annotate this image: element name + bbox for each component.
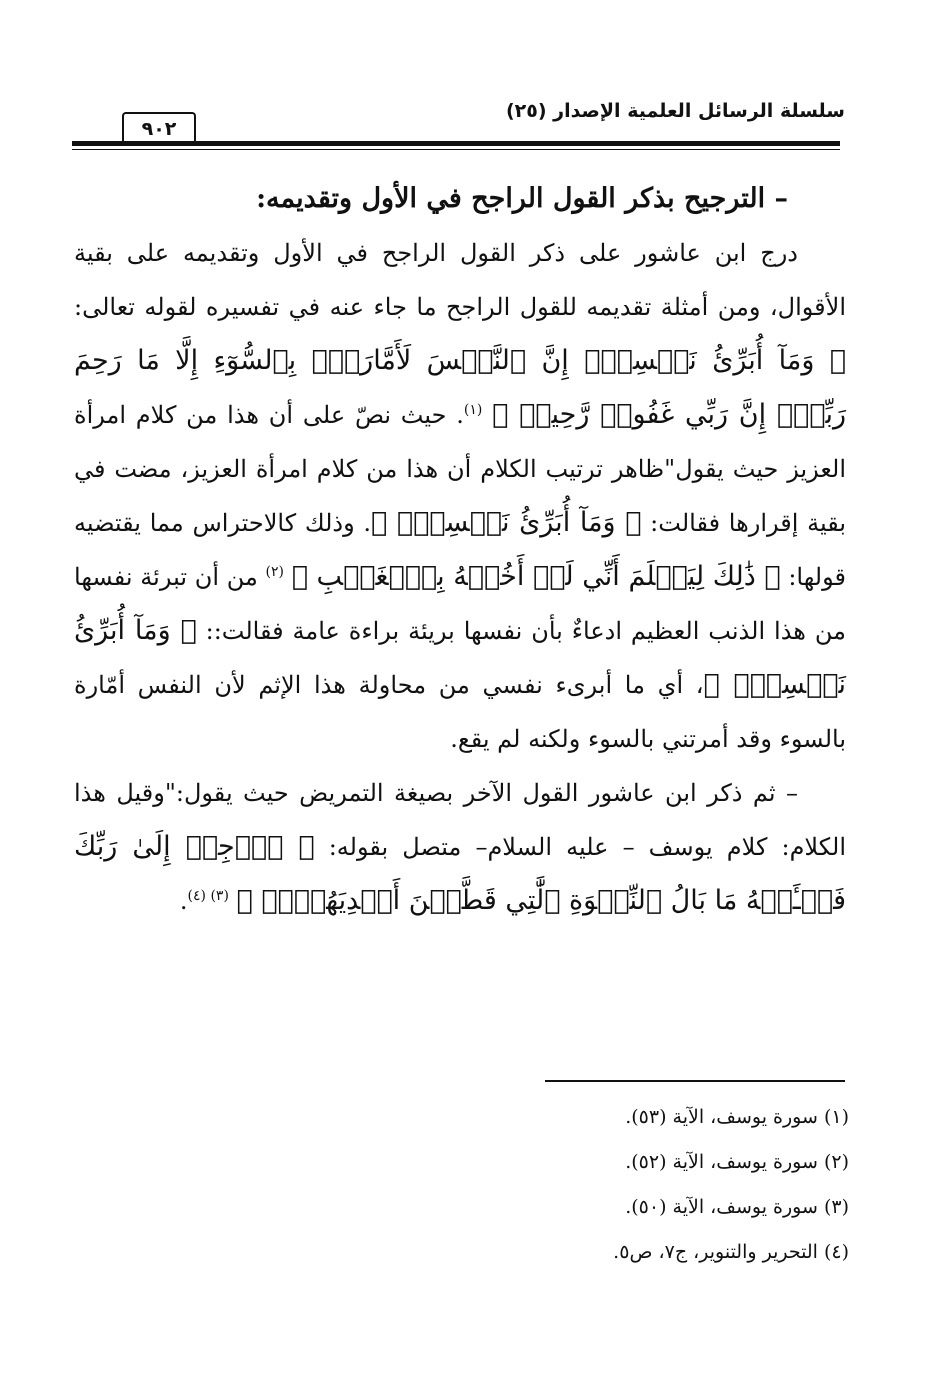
series-title: سلسلة الرسائل العلمية الإصدار (٢٥) [505, 100, 845, 122]
footnote-rule [545, 1080, 845, 1082]
header-rule [72, 141, 840, 146]
paragraph-2 [74, 766, 846, 928]
footnote-ref-2: (٢) [265, 564, 284, 580]
paragraph-1-text-2: . حيث نصّ على أن هذا من كلام امرأة العزيز حيث يقول"ظاهر ترتيب الكلام أن هذا من كلام امرأة العزيز، مضت في بقية إقرارها فقالت: [74, 401, 847, 537]
main-text [74, 172, 846, 928]
footnote-2: (٢) سورة يوسف، الآية (٥٢). [625, 1151, 849, 1173]
paragraph-1-text: درج ابن عاشور على ذكر القول الراجح في الأول وتقديمه على بقية الأقوال، ومن أمثلة تقديمه للقول الراجح ما جاء عنه في تفسيره لقوله تعالى: [74, 239, 846, 321]
quran-verse: ﴿ وَمَآ أُبَرِّئُ نَفۡسِيٓۚ إِنَّ ٱلنَّفۡسَ لَأَمَّارَةُۢ بِٱلسُّوٓءِ إِلَّا مَا رَحِمَ رَبِّيٓۚ إِنَّ رَبِّي غَفُورٞ رَّحِيمٞ ﴾ [74, 345, 847, 430]
footnote-3: (٣) سورة يوسف، الآية (٥٠). [625, 1196, 849, 1218]
footnote-ref-1: (١) [463, 402, 483, 418]
paragraph-1-text-5: ، أي ما أبرىء نفسي من محاولة هذا الإثم لأن النفس أمّارة بالسوء وقد أمرتني بالسوء ولكنه لم يقع. [74, 671, 846, 753]
footnote-4: (٤) التحرير والتنوير، ج٧، ص٥. [613, 1241, 849, 1263]
footnote-ref-3-4: (٣) (٤) [187, 888, 229, 904]
paragraph-2-end: . [179, 887, 188, 915]
header-rule-thin [72, 149, 840, 150]
quran-verse-3: ﴿ ذَٰلِكَ لِيَعۡلَمَ أَنِّي لَمۡ أَخُنۡهُ بِٱلۡغَيۡبِ ﴾ [291, 561, 781, 592]
paragraph-1-text-3: . وذلك كالاحتراس مما يقتضيه قولها: [74, 509, 846, 591]
paragraph-2-text: – ثم ذكر ابن عاشور القول الآخر بصيغة التمريض حيث يقول:"وقيل هذا الكلام: كلام يوسف – عليه السلام– متصل بقوله: [74, 779, 846, 861]
section-heading: – الترجيح بذكر القول الراجح في الأول وتقديمه: [256, 183, 788, 214]
quran-verse-4: ﴿ وَمَآ أُبَرِّئُ نَفۡسِيٓۚ ﴾ [74, 615, 847, 700]
page-number: ٩٠٢ [122, 112, 196, 144]
paragraph-1-text-4: من أن تبرئة نفسها من هذا الذنب العظيم ادعاءٌ بأن نفسها بريئة براءة عامة فقالت:: [74, 563, 846, 645]
footnote-1: (١) سورة يوسف، الآية (٥٣). [625, 1106, 849, 1128]
paragraph-1 [74, 226, 846, 766]
quran-verse-2: ﴿ وَمَآ أُبَرِّئُ نَفۡسِيٓۚ ﴾ [371, 507, 642, 538]
footnotes [489, 1095, 849, 1275]
quran-verse-5: ﴿ ٱرۡجِعۡ إِلَىٰ رَبِّكَ فَسۡـَٔلۡهُ مَا بَالُ ٱلنِّسۡوَةِ ٱلَّٰتِي قَطَّعۡنَ أَيۡدِيَهُنَّۚ ﴾ [74, 831, 846, 916]
